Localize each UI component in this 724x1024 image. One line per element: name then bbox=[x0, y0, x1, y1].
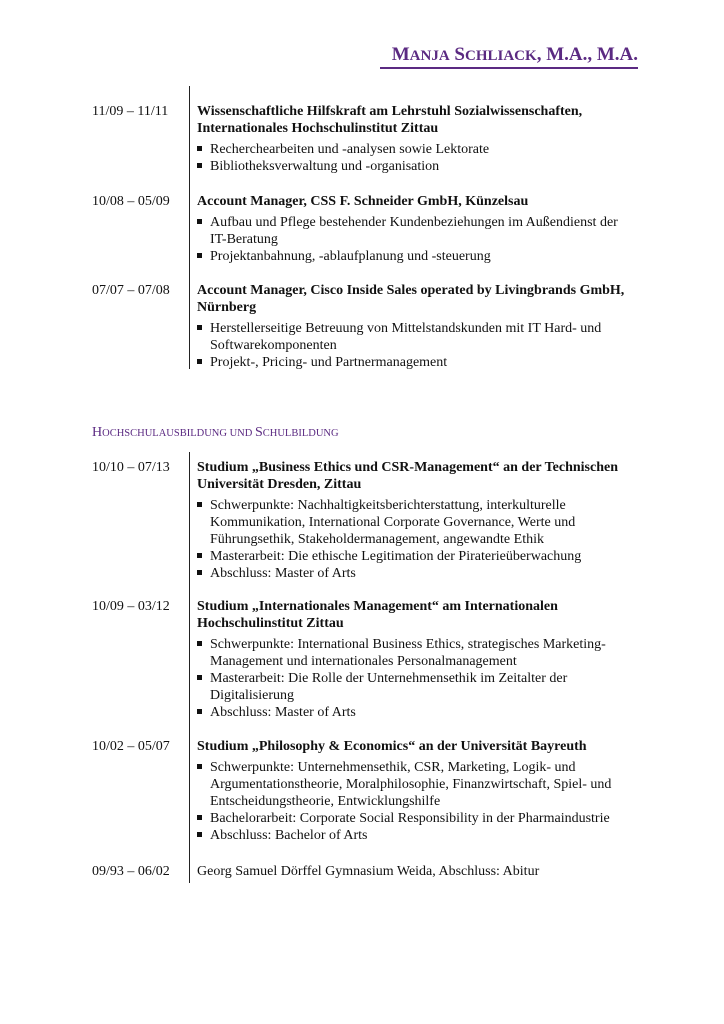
bullet-item bbox=[197, 810, 627, 827]
square-bullet-icon bbox=[197, 764, 202, 769]
bullet-item bbox=[197, 214, 627, 248]
bullet-item bbox=[197, 670, 627, 704]
heading-initial: H bbox=[92, 425, 103, 440]
square-bullet-icon bbox=[197, 815, 202, 820]
entry-content bbox=[197, 738, 627, 844]
bullet-item bbox=[197, 827, 627, 844]
square-bullet-icon bbox=[197, 832, 202, 837]
entry-bullet-list bbox=[197, 141, 627, 175]
entry-bullet-list bbox=[197, 636, 627, 721]
entry-content bbox=[197, 193, 627, 265]
bullet-text: Bibliotheksverwaltung und -organisation bbox=[210, 159, 440, 174]
entry-bullet-list bbox=[197, 759, 627, 844]
entry-bullet-list bbox=[197, 320, 627, 371]
square-bullet-icon bbox=[197, 146, 202, 151]
bullet-text: Masterarbeit: Die Rolle der Unternehmensethik im Zeitalter der Digitalisierung bbox=[210, 671, 568, 703]
entry-title: Wissenschaftliche Hilfskraft am Lehrstuhl Sozialwissenschaften, Internationales Hochschulinstitut Zittau bbox=[197, 104, 583, 136]
entry-text: Georg Samuel Dörffel Gymnasium Weida, Abschluss: Abitur bbox=[197, 864, 540, 879]
entry-date: 10/08 – 05/09 bbox=[92, 194, 170, 209]
entry-content bbox=[197, 282, 627, 371]
square-bullet-icon bbox=[197, 709, 202, 714]
entry-title: Studium „Business Ethics und CSR-Management“ an der Technischen Universität Dresden, Zittau bbox=[197, 460, 619, 492]
bullet-item bbox=[197, 320, 627, 354]
bullet-text: Abschluss: Master of Arts bbox=[210, 566, 356, 581]
surname-initial: S bbox=[454, 44, 465, 65]
square-bullet-icon bbox=[197, 325, 202, 330]
cv-header bbox=[380, 44, 638, 70]
bullet-item bbox=[197, 636, 627, 670]
heading-smallcaps: CHULBILDUNG bbox=[262, 428, 339, 439]
square-bullet-icon bbox=[197, 359, 202, 364]
bullet-text: Herstellerseitige Betreuung von Mittelstandskunden mit IT Hard- und Softwarekomponenten bbox=[210, 321, 602, 353]
bullet-item bbox=[197, 248, 627, 265]
square-bullet-icon bbox=[197, 163, 202, 168]
surname-smallcaps: CHLIACK bbox=[465, 48, 537, 64]
bullet-item bbox=[197, 759, 627, 810]
entry-title: Account Manager, Cisco Inside Sales operated by Livingbrands GmbH, Nürnberg bbox=[197, 283, 625, 315]
bullet-item bbox=[197, 354, 627, 371]
heading-smallcaps: OCHSCHULAUSBILDUNG UND bbox=[102, 428, 255, 439]
bullet-text: Schwerpunkte: International Business Ethics, strategisches Marketing-Management und internationales Personalmanagement bbox=[210, 637, 606, 669]
square-bullet-icon bbox=[197, 502, 202, 507]
bullet-text: Abschluss: Master of Arts bbox=[210, 705, 356, 720]
bullet-item bbox=[197, 565, 627, 582]
square-bullet-icon bbox=[197, 570, 202, 575]
bullet-text: Schwerpunkte: Unternehmensethik, CSR, Marketing, Logik- und Argumentationstheorie, Moralphilosophie, Finanzwirtschaft, Spiel- und Entscheidungstheorie, Entwicklungshilfe bbox=[210, 760, 612, 809]
bullet-text: Projekt-, Pricing- und Partnermanagement bbox=[210, 355, 448, 370]
square-bullet-icon bbox=[197, 253, 202, 258]
entry-date: 11/09 – 11/11 bbox=[92, 104, 169, 119]
entry-date: 09/93 – 06/02 bbox=[92, 864, 170, 879]
entry-date: 07/07 – 07/08 bbox=[92, 283, 170, 298]
square-bullet-icon bbox=[197, 219, 202, 224]
square-bullet-icon bbox=[197, 641, 202, 646]
bullet-text: Recherchearbeiten und -analysen sowie Lektorate bbox=[210, 142, 490, 157]
bullet-text: Bachelorarbeit: Corporate Social Responsibility in der Pharmaindustrie bbox=[210, 811, 610, 826]
bullet-item bbox=[197, 158, 627, 175]
person-name bbox=[392, 44, 638, 67]
entry-title: Studium „Philosophy & Economics“ an der Universität Bayreuth bbox=[197, 739, 587, 754]
bullet-text: Abschluss: Bachelor of Arts bbox=[210, 828, 368, 843]
bullet-text: Aufbau und Pflege bestehender Kundenbeziehungen im Außendienst der IT-Beratung bbox=[210, 215, 618, 247]
bullet-item bbox=[197, 141, 627, 158]
name-smallcaps: ANJA bbox=[409, 48, 450, 64]
bullet-text: Masterarbeit: Die ethische Legitimation der Piraterieüberwachung bbox=[210, 549, 582, 564]
entry-bullet-list bbox=[197, 214, 627, 265]
square-bullet-icon bbox=[197, 675, 202, 680]
name-initial: M bbox=[391, 44, 410, 65]
header-underline bbox=[380, 67, 638, 69]
entry-date: 10/02 – 05/07 bbox=[92, 739, 170, 754]
entry-bullet-list bbox=[197, 497, 627, 582]
experience-divider-line bbox=[189, 86, 190, 369]
bullet-item bbox=[197, 548, 627, 565]
entry-title: Account Manager, CSS F. Schneider GmbH, Künzelsau bbox=[197, 194, 529, 209]
entry-date: 10/10 – 07/13 bbox=[92, 460, 170, 475]
education-divider-line bbox=[189, 452, 190, 883]
entry-content bbox=[197, 598, 627, 721]
entry-title: Studium „Internationales Management“ am Internationalen Hochschulinstitut Zittau bbox=[197, 599, 558, 631]
bullet-item bbox=[197, 704, 627, 721]
entry-content bbox=[197, 863, 627, 880]
square-bullet-icon bbox=[197, 553, 202, 558]
entry-content bbox=[197, 459, 627, 582]
heading-initial: S bbox=[254, 425, 263, 440]
entry-date: 10/09 – 03/12 bbox=[92, 599, 170, 614]
section-heading-education bbox=[92, 424, 339, 442]
bullet-text: Projektanbahnung, -ablaufplanung und -steuerung bbox=[210, 249, 491, 264]
bullet-text: Schwerpunkte: Nachhaltigkeitsberichterstattung, interkulturelle Kommunikation, International Corporate Governance, Werte und Führungsethik, Stakeholdermanagement, angewandte Ethik bbox=[210, 498, 576, 547]
bullet-item bbox=[197, 497, 627, 548]
entry-content bbox=[197, 103, 627, 175]
name-degrees: , M.A., M.A. bbox=[536, 44, 638, 65]
